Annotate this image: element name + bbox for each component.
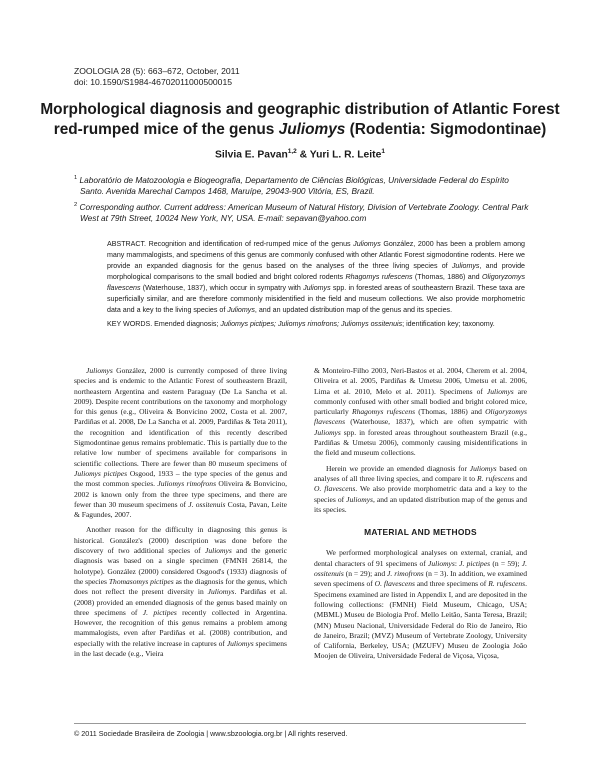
author-list: Silvia E. Pavan$^{1,2}$ & Yuri L. R. Leite$^1$ [215, 148, 385, 161]
doi-line: doi: 10.1590/S1984-46702011000500015 [74, 77, 233, 87]
title-genus: Juliomys [278, 121, 346, 138]
key-words: KEY WORDS. Emended diagnosis; Juliomys pictipes; Juliomys rimofrons; Juliomys ossitenuis; identification key; taxonomy. [107, 320, 495, 329]
paragraph: Juliomys González, 2000 is currently composed of three living species and is endemic to the Atlantic Forest of southeastern Brazil, northeastern Argentina and eastern Paraguay (De La Sancha et al. 2009). Despite recent contributions on the taxonomy and morphology for this genus (e.g., Oliveira & Bonvicino 2002, Costa et al. 2007, Pardiñas et al. 2008, De La Sancha et al. 2009, Pardiñas & Teta 2011), the recognition and identification of this recently described Sigmodontinae genus remains problematic. This is partially due to the relative low number of specimens available for comparisons in scientific collections. There are fewer than 80 museum specimens of Juliomys pictipes Osgood, 1933 – the type species of the genus and the most common species. Juliomys rimofrons Oliveira & Bonvicino, 2002 is known only from the three type specimens, and there are fewer than 30 museum specimens of J. ossitenuis Costa, Pavan, Leite & Fagundes, 2007. [74, 366, 288, 520]
affiliation-2: $^2$ Corresponding author. Current address: American Museum of Natural History, Division of Vertebrate Zoology. Central Park West at 79th Street, 10024 New York, NY, USA. E-mail: sepavan@yahoo.com [74, 201, 529, 223]
author-2-affiliation: 1 [381, 148, 385, 155]
body-column-right [314, 366, 527, 662]
author-1: Silvia E. Pavan [215, 149, 288, 161]
journal-citation [74, 66, 240, 88]
article-title [40, 100, 560, 140]
abstract [107, 239, 525, 330]
paragraph: We performed morphological analyses on external, cranial, and dental characters of 91 specimens of Juliomys: J. pictipes (n = 59); J. ossitenuis (n = 29); and J. rimofrons (n = 3). In addition, we examined seven specimens of O. flavescens and three specimens of R. rufescens. Specimens examined are listed in Appendix I, and are deposited in the following collections: (FMNH) Field Museum, Chicago, USA; (MBML) Museu de Biologia Prof. Mello Leitão, Santa Teresa, Brazil; (MN) Museu Nacional, Universidade Federal do Rio de Janeiro, Rio de Janeiro, Brazil; (MVZ) Museum of Vertebrate Zoology, University of California, Berkeley, USA; (MZUFV) Museu de Zoologia João Moojen de Oliveira, Universidade Federal de Viçosa, Viçosa, [314, 548, 528, 661]
affiliations [74, 173, 532, 226]
journal-volume-line: ZOOLOGIA 28 (5): 663–672, October, 2011 [74, 66, 240, 76]
section-heading: MATERIAL AND METHODS [364, 527, 477, 538]
author-1-affiliation: 1,2 [287, 148, 297, 155]
abstract-text: ABSTRACT. Recognition and identification of red-rumped mice of the genus Juliomys González, 2000 has been a problem among many mammalogists, and specimens of this genus are commonly confused with other Atlantic Forest sigmodontine rodents. Here we provide an expanded diagnosis for the genus based on the analyses of the three living species of Juliomys, and provide morphological comparisons to the small bodied and bright colored rodents Rhagomys rufescens (Thomas, 1886) and Oligoryzomys flavescens (Waterhouse, 1837), which occur in sympatry with Juliomys spp. in forested areas of southeastern Brazil. These taxa are superficially similar, and are therefore commonly misidentified in the field and museum collections. We also provide morphometric data and a key to the living species of Juliomys, and an updated distribution map of the genus and its species. [107, 240, 526, 315]
title-line-1: Morphological diagnosis and geographic distribution of Atlantic Forest [40, 101, 560, 118]
footer-divider [74, 723, 526, 724]
paragraph: & Monteiro-Filho 2003, Neri-Bastos et al. 2004, Cherem et al. 2004, Oliveira et al. 2005, Pardiñas & Umetsu 2006, Umetsu et al. 2006, Lima et al. 2010, Melo et al. 2011). Specimens of Juliomys are commonly confused with other small bodied and bright colored mice, particularly Rhagomys rufescens (Thomas, 1886) and Oligoryzomys flavescens (Waterhouse, 1837), which are often sympatric with Juliomys spp. in forested areas throughout southeastern Brazil (e.g., Pardiñas & Umetsu 2006), commonly causing misidentifications in the field and museum collections. [314, 366, 527, 458]
affiliation-1: $^1$ Laboratório de Matozoologia e Biogeografia, Departamento de Ciências Biológicas, Universidade Federal do Espírito Santo. Avenida Marechal Campos 1468, Maruípe, 29043-900 Vitória, ES, Brazil. [74, 174, 509, 197]
title-line-2: red-rumped mice of the genus Juliomys (Rodentia: Sigmodontinae) [53, 121, 547, 138]
author-2: Yuri L. R. Leite [309, 149, 382, 161]
paragraph: Herein we provide an emended diagnosis for Juliomys based on analyses of all three living species, and compare it to R. rufescens and O. flavescens. We also provide morphometric data and a key to the species of Juliomys, and an updated distribution map of the genus and its species. [314, 463, 528, 514]
copyright-footer: © 2011 Sociedade Brasileira de Zoologia | www.sbzoologia.org.br | All rights reserved. [74, 729, 348, 738]
paragraph: Another reason for the difficulty in diagnosing this genus is historical. González's (2000) description was done before the discovery of two additional species of Juliomys and the generic diagnosis was based on a single specimen (FMNH 26814, the holotype). González (2000) considered Osgood's (1933) diagnosis of the species Thomasomys pictipes as the diagnosis for the genus, which does not reflect the present diversity in Juliomys. Pardiñas et al. (2008) provided an emended diagnosis of the genus based mainly on three specimens of J. pictipes recently collected in Argentina. However, the recognition of this genus remains a problem among mammalogists, even after Pardiñas et al. (2008) contribution, and especially with the relative increase in captures of Juliomys specimens in the last decade (e.g., Vieira [74, 525, 288, 659]
body-column-left [74, 366, 287, 659]
